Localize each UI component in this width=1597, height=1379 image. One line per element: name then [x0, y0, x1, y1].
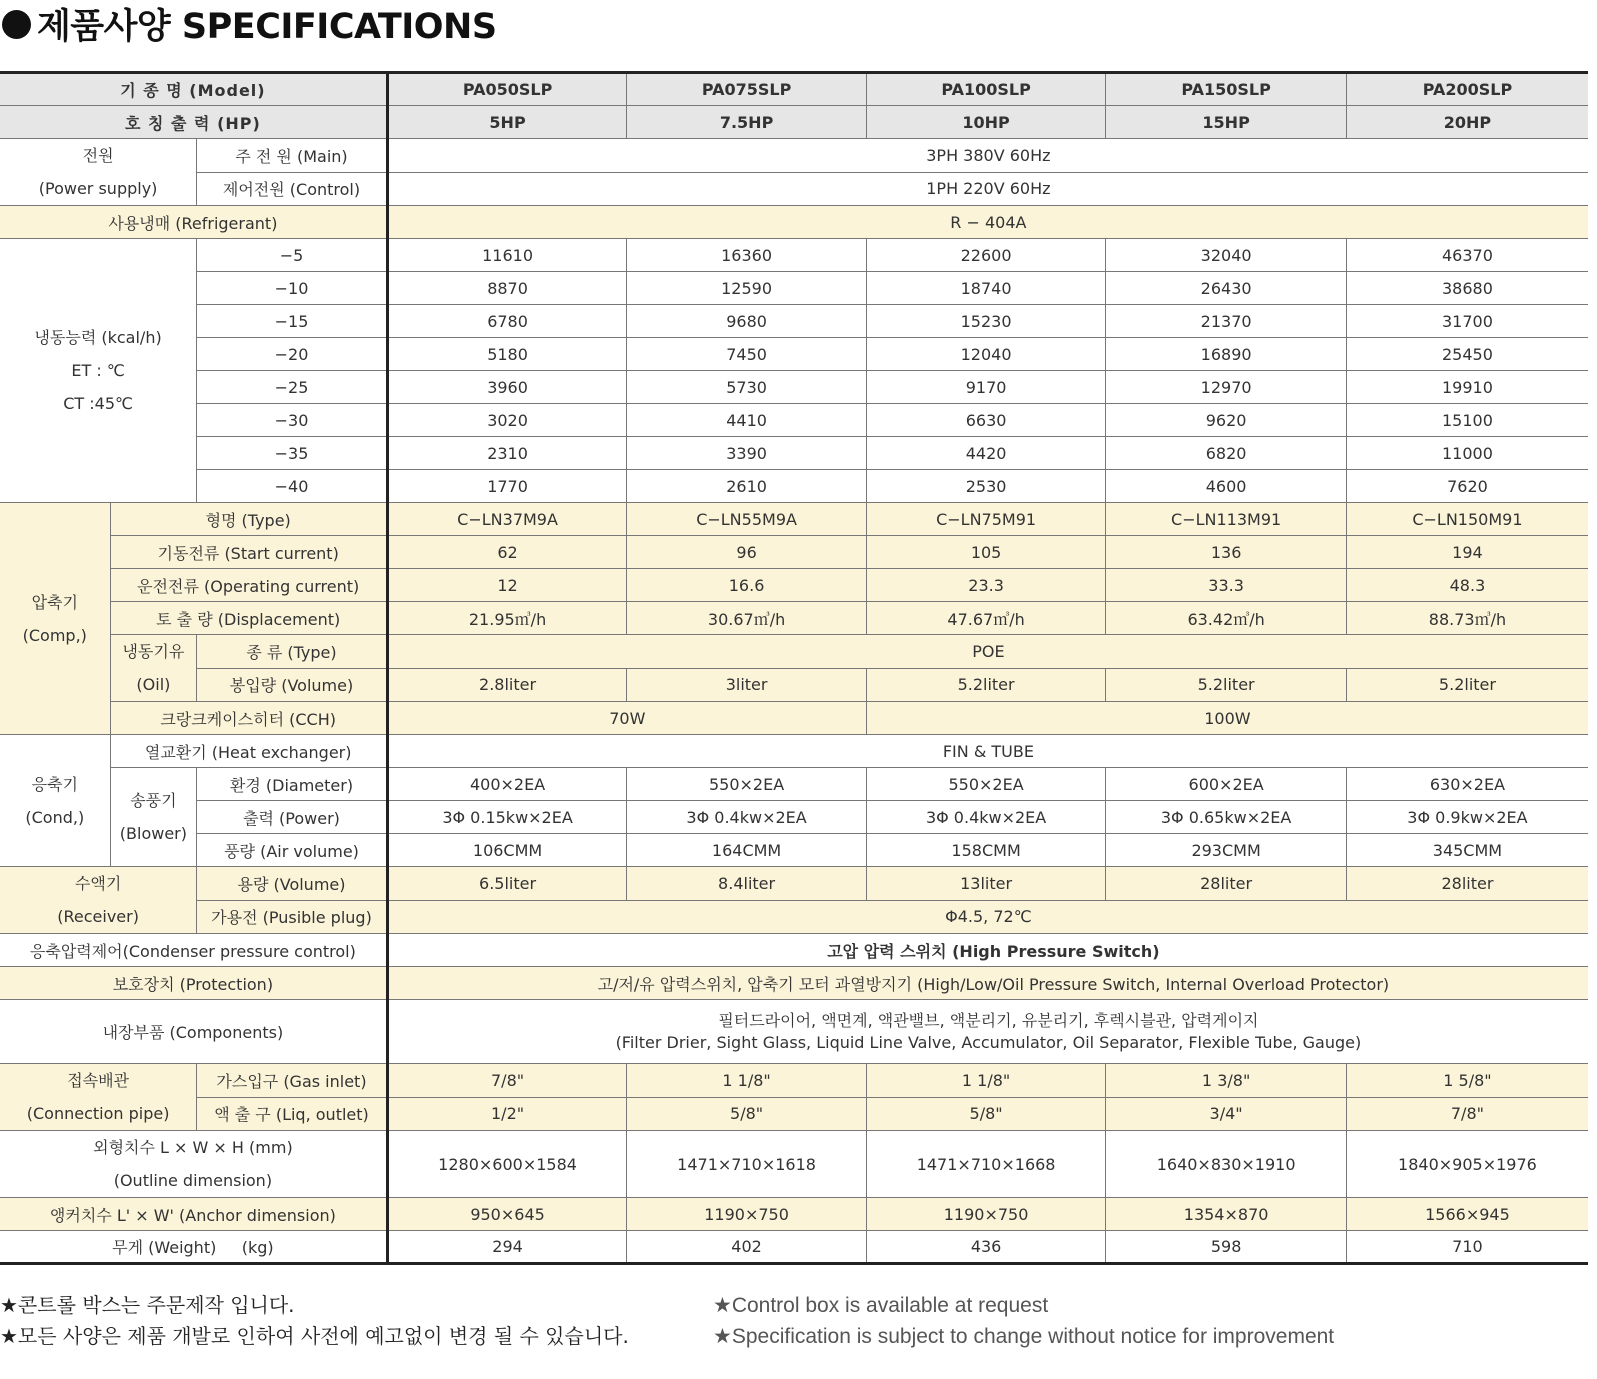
receiver-plug-value: Φ4.5, 72℃	[387, 900, 1588, 934]
hx-value: FIN & TUBE	[387, 735, 1588, 768]
page-title-text: 제품사양 SPECIFICATIONS	[37, 7, 497, 47]
cond-press-row	[0, 934, 1588, 967]
hp-cell: 15HP	[1106, 106, 1347, 139]
condenser-label-en: (Cond,)	[25, 807, 85, 827]
capacity-cell: 9680	[627, 305, 867, 338]
comp-type-cell: C−LN37M9A	[387, 503, 627, 536]
refrigerant-label: 사용냉매 (Refrigerant)	[0, 206, 387, 239]
comp-disp-cell: 30.67㎥/h	[627, 602, 867, 635]
capacity-cell: 12590	[627, 272, 867, 305]
pow-cell: 3Φ 0.9kw×2EA	[1346, 801, 1588, 834]
capacity-cell: 11610	[387, 239, 627, 272]
note-ko-2: ★모든 사양은 제품 개발로 인하여 사전에 예고없이 변경 될 수 있습니다.	[0, 1324, 629, 1348]
oil-label-en: (Oil)	[136, 675, 171, 694]
cch-row	[0, 702, 1588, 735]
receiver-vol-cell: 28liter	[1346, 867, 1588, 901]
capacity-cell: 8870	[387, 272, 627, 305]
capacity-cell: 5730	[627, 371, 867, 404]
hp-cell: 7.5HP	[627, 106, 867, 139]
dia-cell: 550×2EA	[627, 768, 867, 801]
blower-dia-row	[0, 768, 1588, 801]
comp-type-cell: C−LN113M91	[1106, 503, 1347, 536]
capacity-row	[0, 371, 1588, 404]
comp-start-cell: 194	[1346, 536, 1588, 569]
et-cell: −25	[197, 371, 388, 404]
weight-cell: 436	[866, 1231, 1106, 1264]
capacity-cell: 6780	[387, 305, 627, 338]
capacity-row	[0, 239, 1588, 272]
model-cell: PA200SLP	[1346, 73, 1588, 106]
components-line-ko: 필터드라이어, 액면계, 액관밸브, 액분리기, 유분리기, 후렉시블관, 압력게이지	[718, 1010, 1259, 1030]
comp-type-cell: C−LN75M91	[866, 503, 1106, 536]
compressor-label-en: (Comp,)	[22, 625, 87, 645]
dia-cell: 630×2EA	[1346, 768, 1588, 801]
liq-cell: 5/8"	[627, 1097, 867, 1131]
receiver-label	[0, 867, 197, 934]
et-cell: −20	[197, 338, 388, 371]
hp-label: 호 칭 출 력 (HP)	[0, 106, 387, 139]
pow-cell: 3Φ 0.4kw×2EA	[627, 801, 867, 834]
components-value	[387, 1000, 1588, 1064]
capacity-cell: 3020	[387, 404, 627, 437]
oil-label-ko: 냉동기유	[122, 642, 185, 661]
comp-start-cell: 105	[866, 536, 1106, 569]
liq-cell: 5/8"	[866, 1097, 1106, 1131]
comp-type-cell: C−LN55M9A	[627, 503, 867, 536]
gas-cell: 7/8"	[387, 1064, 627, 1098]
receiver-vol-cell: 6.5liter	[387, 867, 627, 901]
anchor-cell: 1354×870	[1106, 1198, 1347, 1231]
note-en-1: ★Control box is available at request	[713, 1294, 1049, 1317]
et-cell: −35	[197, 437, 388, 470]
blower-label	[110, 768, 197, 867]
liq-cell: 7/8"	[1346, 1097, 1588, 1131]
capacity-cell: 4420	[866, 437, 1106, 470]
capacity-cell: 12040	[866, 338, 1106, 371]
protection-value: 고/저/유 압력스위치, 압축기 모터 과열방지기 (High/Low/Oil Pressure Switch, Internal Overload Protector)	[387, 967, 1588, 1000]
capacity-cell: 25450	[1346, 338, 1588, 371]
gas-cell: 1 5/8"	[1346, 1064, 1588, 1098]
comp-oper-cell: 33.3	[1106, 569, 1347, 602]
liq-cell: 1/2"	[387, 1097, 627, 1131]
power-control-label: 제어전원 (Control)	[197, 172, 388, 206]
weight-cell: 294	[387, 1231, 627, 1264]
outline-cell: 1840×905×1976	[1346, 1131, 1588, 1198]
capacity-cell: 46370	[1346, 239, 1588, 272]
anchor-cell: 1190×750	[866, 1198, 1106, 1231]
comp-start-label: 기동전류 (Start current)	[110, 536, 387, 569]
outline-label	[0, 1131, 387, 1198]
oil-vol-cell: 5.2liter	[866, 668, 1106, 702]
comp-type-cell: C−LN150M91	[1346, 503, 1588, 536]
receiver-label-ko: 수액기	[74, 874, 122, 893]
header-model-row	[0, 73, 1588, 106]
gas-label: 가스입구 (Gas inlet)	[197, 1064, 388, 1098]
et-cell: −30	[197, 404, 388, 437]
refrigerant-row	[0, 206, 1588, 239]
oil-vol-cell: 5.2liter	[1346, 668, 1588, 702]
bullet-icon	[2, 10, 31, 39]
oil-vol-cell: 3liter	[627, 668, 867, 702]
refrigerant-value: R − 404A	[387, 206, 1588, 239]
anchor-cell: 1190×750	[627, 1198, 867, 1231]
outline-cell: 1280×600×1584	[387, 1131, 627, 1198]
cch-label: 크랑크케이스히터 (CCH)	[110, 702, 387, 735]
outline-cell: 1471×710×1618	[627, 1131, 867, 1198]
capacity-cell: 9170	[866, 371, 1106, 404]
capacity-label-3: CT :45℃	[63, 394, 133, 413]
header-hp-row	[0, 106, 1588, 139]
comp-type-label: 형명 (Type)	[110, 503, 387, 536]
dia-cell: 550×2EA	[866, 768, 1106, 801]
comp-oper-cell: 23.3	[866, 569, 1106, 602]
components-row	[0, 1000, 1588, 1064]
capacity-cell: 22600	[866, 239, 1106, 272]
capacity-cell: 15230	[866, 305, 1106, 338]
outline-row	[0, 1131, 1588, 1198]
capacity-label-2: ET : ℃	[71, 361, 125, 380]
capacity-label-1: 냉동능력 (kcal/h)	[34, 328, 162, 347]
outline-cell: 1471×710×1668	[866, 1131, 1106, 1198]
capacity-cell: 32040	[1106, 239, 1347, 272]
power-control-row	[0, 172, 1588, 206]
capacity-cell: 18740	[866, 272, 1106, 305]
cch-cell: 70W	[387, 702, 866, 735]
pow-cell: 3Φ 0.4kw×2EA	[866, 801, 1106, 834]
anchor-row	[0, 1198, 1588, 1231]
comp-start-row	[0, 536, 1588, 569]
capacity-cell: 4600	[1106, 470, 1347, 503]
oil-type-label: 종 류 (Type)	[197, 635, 388, 669]
model-cell: PA075SLP	[627, 73, 867, 106]
capacity-cell: 11000	[1346, 437, 1588, 470]
spec-table	[0, 71, 1588, 1265]
gas-cell: 1 1/8"	[627, 1064, 867, 1098]
weight-row	[0, 1231, 1588, 1264]
et-cell: −5	[197, 239, 388, 272]
blower-label-ko: 송풍기	[130, 791, 177, 810]
comp-oper-label: 운전전류 (Operating current)	[110, 569, 387, 602]
comp-oper-cell: 12	[387, 569, 627, 602]
weight-cell: 598	[1106, 1231, 1347, 1264]
dia-cell: 600×2EA	[1106, 768, 1347, 801]
capacity-cell: 3960	[387, 371, 627, 404]
hx-row	[0, 735, 1588, 768]
capacity-cell: 7620	[1346, 470, 1588, 503]
liq-label: 액 출 구 (Liq, outlet)	[197, 1097, 388, 1131]
capacity-cell: 16890	[1106, 338, 1347, 371]
compressor-label	[0, 503, 110, 735]
capacity-cell: 6820	[1106, 437, 1347, 470]
air-cell: 106CMM	[387, 834, 627, 867]
weight-cell: 402	[627, 1231, 867, 1264]
pipe-label-en: (Connection pipe)	[26, 1104, 170, 1123]
capacity-cell: 3390	[627, 437, 867, 470]
outline-label-2: (Outline dimension)	[113, 1171, 273, 1190]
blower-power-row	[0, 801, 1588, 834]
compressor-label-ko: 압축기	[31, 592, 78, 612]
condenser-label-ko: 응축기	[31, 774, 78, 794]
pow-cell: 3Φ 0.65kw×2EA	[1106, 801, 1347, 834]
page-title	[2, 2, 497, 46]
power-control-value: 1PH 220V 60Hz	[387, 172, 1588, 206]
hp-cell: 20HP	[1346, 106, 1588, 139]
capacity-row	[0, 272, 1588, 305]
capacity-cell: 9620	[1106, 404, 1347, 437]
cch-cell: 100W	[866, 702, 1588, 735]
weight-label: 무게 (Weight) (kg)	[0, 1231, 387, 1264]
comp-disp-cell: 88.73㎥/h	[1346, 602, 1588, 635]
comp-oper-cell: 48.3	[1346, 569, 1588, 602]
capacity-cell: 12970	[1106, 371, 1347, 404]
comp-disp-cell: 21.95㎥/h	[387, 602, 627, 635]
capacity-cell: 16360	[627, 239, 867, 272]
liq-cell: 3/4"	[1106, 1097, 1347, 1131]
protection-label: 보호장치 (Protection)	[0, 967, 387, 1000]
notes-korean	[0, 1290, 629, 1352]
air-cell: 158CMM	[866, 834, 1106, 867]
capacity-cell: 6630	[866, 404, 1106, 437]
blower-label-en: (Blower)	[119, 824, 187, 843]
cond-press-label: 응축압력제어(Condenser pressure control)	[0, 934, 387, 967]
oil-vol-label: 봉입량 (Volume)	[197, 668, 388, 702]
capacity-cell: 1770	[387, 470, 627, 503]
capacity-cell: 2530	[866, 470, 1106, 503]
pipe-gas-row	[0, 1064, 1588, 1098]
notes-english	[713, 1290, 1334, 1352]
model-cell: PA050SLP	[387, 73, 627, 106]
cond-press-value: 고압 압력 스위치 (High Pressure Switch)	[387, 934, 1588, 967]
hp-cell: 5HP	[387, 106, 627, 139]
power-label-ko: 전원	[82, 146, 114, 165]
et-cell: −15	[197, 305, 388, 338]
anchor-cell: 1566×945	[1346, 1198, 1588, 1231]
model-label: 기 종 명 (Model)	[0, 73, 387, 106]
power-main-label: 주 전 원 (Main)	[197, 139, 388, 173]
capacity-cell: 15100	[1346, 404, 1588, 437]
comp-disp-cell: 47.67㎥/h	[866, 602, 1106, 635]
components-label: 내장부품 (Components)	[0, 1000, 387, 1064]
comp-type-row	[0, 503, 1588, 536]
comp-oper-cell: 16.6	[627, 569, 867, 602]
oil-type-row	[0, 635, 1588, 669]
oil-vol-cell: 2.8liter	[387, 668, 627, 702]
capacity-cell: 19910	[1346, 371, 1588, 404]
capacity-cell: 38680	[1346, 272, 1588, 305]
oil-vol-cell: 5.2liter	[1106, 668, 1347, 702]
note-en-2: ★Specification is subject to change without notice for improvement	[713, 1325, 1335, 1348]
oil-vol-row	[0, 668, 1588, 702]
et-cell: −10	[197, 272, 388, 305]
comp-start-cell: 62	[387, 536, 627, 569]
blower-air-row	[0, 834, 1588, 867]
oil-label	[110, 635, 197, 702]
pipe-label	[0, 1064, 197, 1131]
outline-cell: 1640×830×1910	[1106, 1131, 1347, 1198]
comp-disp-cell: 63.42㎥/h	[1106, 602, 1347, 635]
anchor-label: 앵커치수 L' × W' (Anchor dimension)	[0, 1198, 387, 1231]
capacity-cell: 2310	[387, 437, 627, 470]
receiver-vol-label: 용량 (Volume)	[197, 867, 388, 901]
comp-oper-row	[0, 569, 1588, 602]
receiver-vol-row	[0, 867, 1588, 901]
dia-label: 환경 (Diameter)	[197, 768, 388, 801]
capacity-row	[0, 470, 1588, 503]
power-label-en: (Power supply)	[38, 179, 158, 198]
receiver-vol-cell: 28liter	[1106, 867, 1347, 901]
weight-cell: 710	[1346, 1231, 1588, 1264]
capacity-cell: 5180	[387, 338, 627, 371]
model-cell: PA150SLP	[1106, 73, 1347, 106]
capacity-cell: 21370	[1106, 305, 1347, 338]
receiver-label-en: (Receiver)	[57, 907, 139, 926]
anchor-cell: 950×645	[387, 1198, 627, 1231]
capacity-cell: 26430	[1106, 272, 1347, 305]
capacity-label	[0, 239, 197, 503]
hp-cell: 10HP	[866, 106, 1106, 139]
air-cell: 293CMM	[1106, 834, 1347, 867]
capacity-row	[0, 437, 1588, 470]
pipe-liq-row	[0, 1097, 1588, 1131]
model-cell: PA100SLP	[866, 73, 1106, 106]
comp-disp-row	[0, 602, 1588, 635]
gas-cell: 1 1/8"	[866, 1064, 1106, 1098]
capacity-row	[0, 404, 1588, 437]
comp-disp-label: 토 출 량 (Displacement)	[110, 602, 387, 635]
et-cell: −40	[197, 470, 388, 503]
receiver-plug-label: 가용전 (Pusible plug)	[197, 900, 388, 934]
air-cell: 345CMM	[1346, 834, 1588, 867]
oil-type-value: POE	[387, 635, 1588, 669]
gas-cell: 1 3/8"	[1106, 1064, 1347, 1098]
condenser-label	[0, 735, 110, 867]
components-line-en: (Filter Drier, Sight Glass, Liquid Line Valve, Accumulator, Oil Separator, Flexible Tube, Gauge)	[615, 1032, 1362, 1052]
pow-label: 출력 (Power)	[197, 801, 388, 834]
receiver-vol-cell: 13liter	[866, 867, 1106, 901]
pow-cell: 3Φ 0.15kw×2EA	[387, 801, 627, 834]
note-ko-1: ★콘트롤 박스는 주문제작 입니다.	[0, 1293, 295, 1317]
capacity-row	[0, 305, 1588, 338]
capacity-cell: 4410	[627, 404, 867, 437]
air-cell: 164CMM	[627, 834, 867, 867]
pipe-label-ko: 접속배관	[67, 1071, 130, 1090]
capacity-row	[0, 338, 1588, 371]
hx-label: 열교환기 (Heat exchanger)	[110, 735, 387, 768]
power-main-row	[0, 139, 1588, 173]
comp-start-cell: 136	[1106, 536, 1347, 569]
power-main-value: 3PH 380V 60Hz	[387, 139, 1588, 173]
comp-start-cell: 96	[627, 536, 867, 569]
dia-cell: 400×2EA	[387, 768, 627, 801]
outline-label-1: 외형치수 L × W × H (mm)	[93, 1138, 293, 1157]
power-supply-label	[0, 139, 197, 206]
air-label: 풍량 (Air volume)	[197, 834, 388, 867]
capacity-cell: 2610	[627, 470, 867, 503]
capacity-cell: 31700	[1346, 305, 1588, 338]
capacity-cell: 7450	[627, 338, 867, 371]
protection-row	[0, 967, 1588, 1000]
receiver-plug-row	[0, 900, 1588, 934]
receiver-vol-cell: 8.4liter	[627, 867, 867, 901]
